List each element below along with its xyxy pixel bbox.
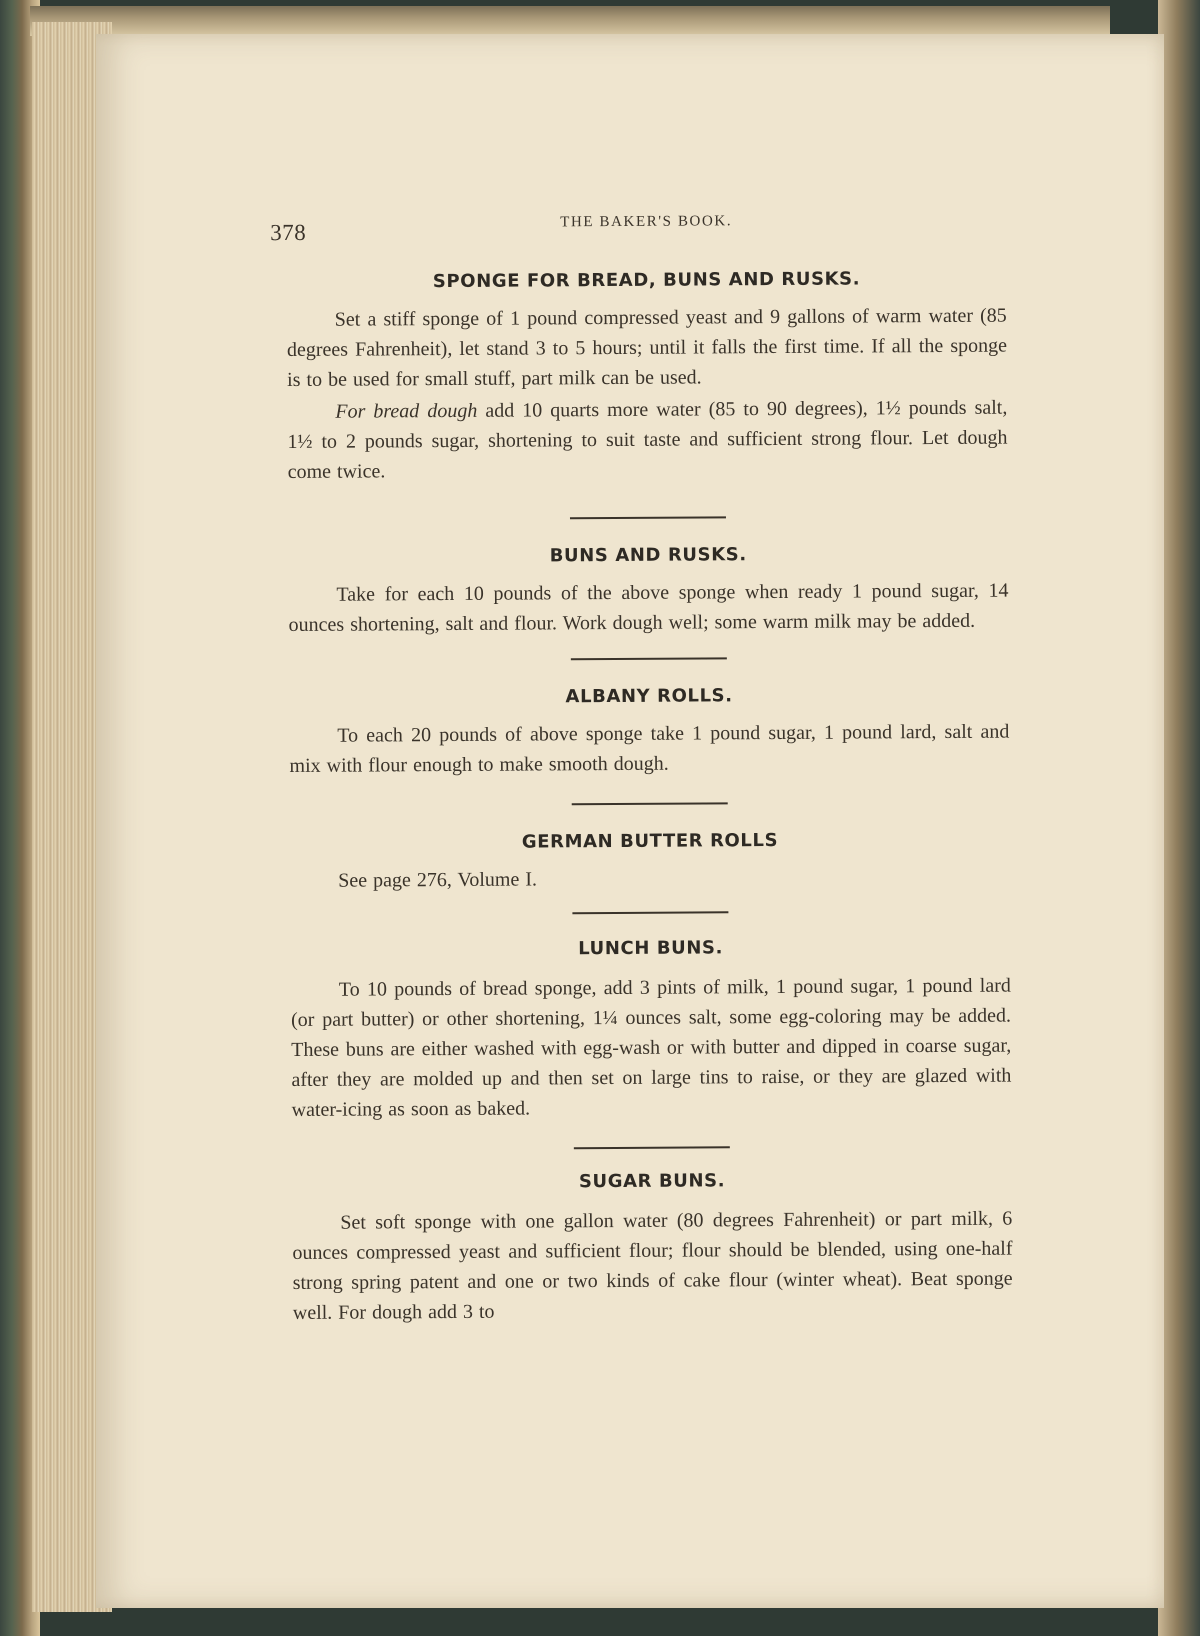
page-block-top-edge	[30, 6, 1110, 36]
book-page	[96, 34, 1164, 1608]
section-heading-lunch-buns: LUNCH BUNS.	[578, 937, 724, 960]
section-divider	[574, 1146, 730, 1149]
facing-page-edge	[1158, 0, 1200, 1636]
running-head	[270, 190, 1006, 246]
paragraph-sponge: Set a stiff sponge of 1 pound compressed yeast and 9 gallons of warm water (85 degrees Fahrenheit), let stand 3 to 5 hours; until it falls the first time. If all the sponge is to be used for small stuff, part milk can be used.	[286, 304, 1008, 391]
paragraph-bread-dough-text: add 10 quarts more water (85 to 90 degrees), 1½ pounds salt, 1½ to 2 pounds sugar, shortening to suit taste and sufficient strong flour. Let dough come twice.	[287, 396, 1008, 483]
section-heading-sugar-buns: SUGAR BUNS.	[578, 1170, 726, 1193]
page-content	[270, 190, 1013, 1328]
section-heading-buns-rusks: BUNS AND RUSKS.	[549, 544, 747, 567]
section-heading-sponge: SPONGE FOR BREAD, BUNS AND RUSKS.	[432, 268, 861, 293]
page-number: 378	[270, 219, 307, 246]
paragraph-bread-dough	[287, 393, 1008, 487]
paragraph-sugar-buns: Set soft sponge with one gallon water (80 degrees Fahrenheit) or part milk, 6 ounces compressed yeast and sufficient flour; flour should be blended, using one-half strong spring patent and one or two kinds of cake flour (winter wheat). Beat sponge well. For dough add 3 to	[292, 1207, 1013, 1324]
section-divider	[571, 657, 727, 660]
section-heading-albany-rolls: ALBANY ROLLS.	[565, 685, 733, 708]
section-divider	[570, 516, 726, 519]
paragraph-german-butter-rolls: See page 276, Volume I.	[338, 868, 538, 892]
section-heading-german-butter-rolls: GERMAN BUTTER ROLLS	[521, 830, 779, 853]
section-divider	[572, 802, 728, 805]
paragraph-buns-rusks: Take for each 10 pounds of the above sponge when ready 1 pound sugar, 14 ounces shortening, salt and flour. Work dough well; some warm milk may be added.	[288, 579, 1009, 636]
running-title: THE BAKER'S BOOK.	[560, 213, 733, 231]
section-divider	[572, 911, 728, 914]
paragraph-lunch-buns: To 10 pounds of bread sponge, add 3 pints of milk, 1 pound sugar, 1 pound lard (or part butter) or other shortening, 1¼ ounces salt, some egg-coloring may be added. These buns are either washed with egg-wash or with butter and dipped in coarse sugar, after they are molded up and then set on large tins to raise, or they are glazed with water-icing as soon as baked.	[290, 974, 1012, 1121]
italic-lead: For bread dough	[335, 399, 478, 423]
paragraph-albany-rolls: To each 20 pounds of above sponge take 1 pound sugar, 1 pound lard, salt and mix with flour enough to make smooth dough.	[289, 720, 1010, 777]
